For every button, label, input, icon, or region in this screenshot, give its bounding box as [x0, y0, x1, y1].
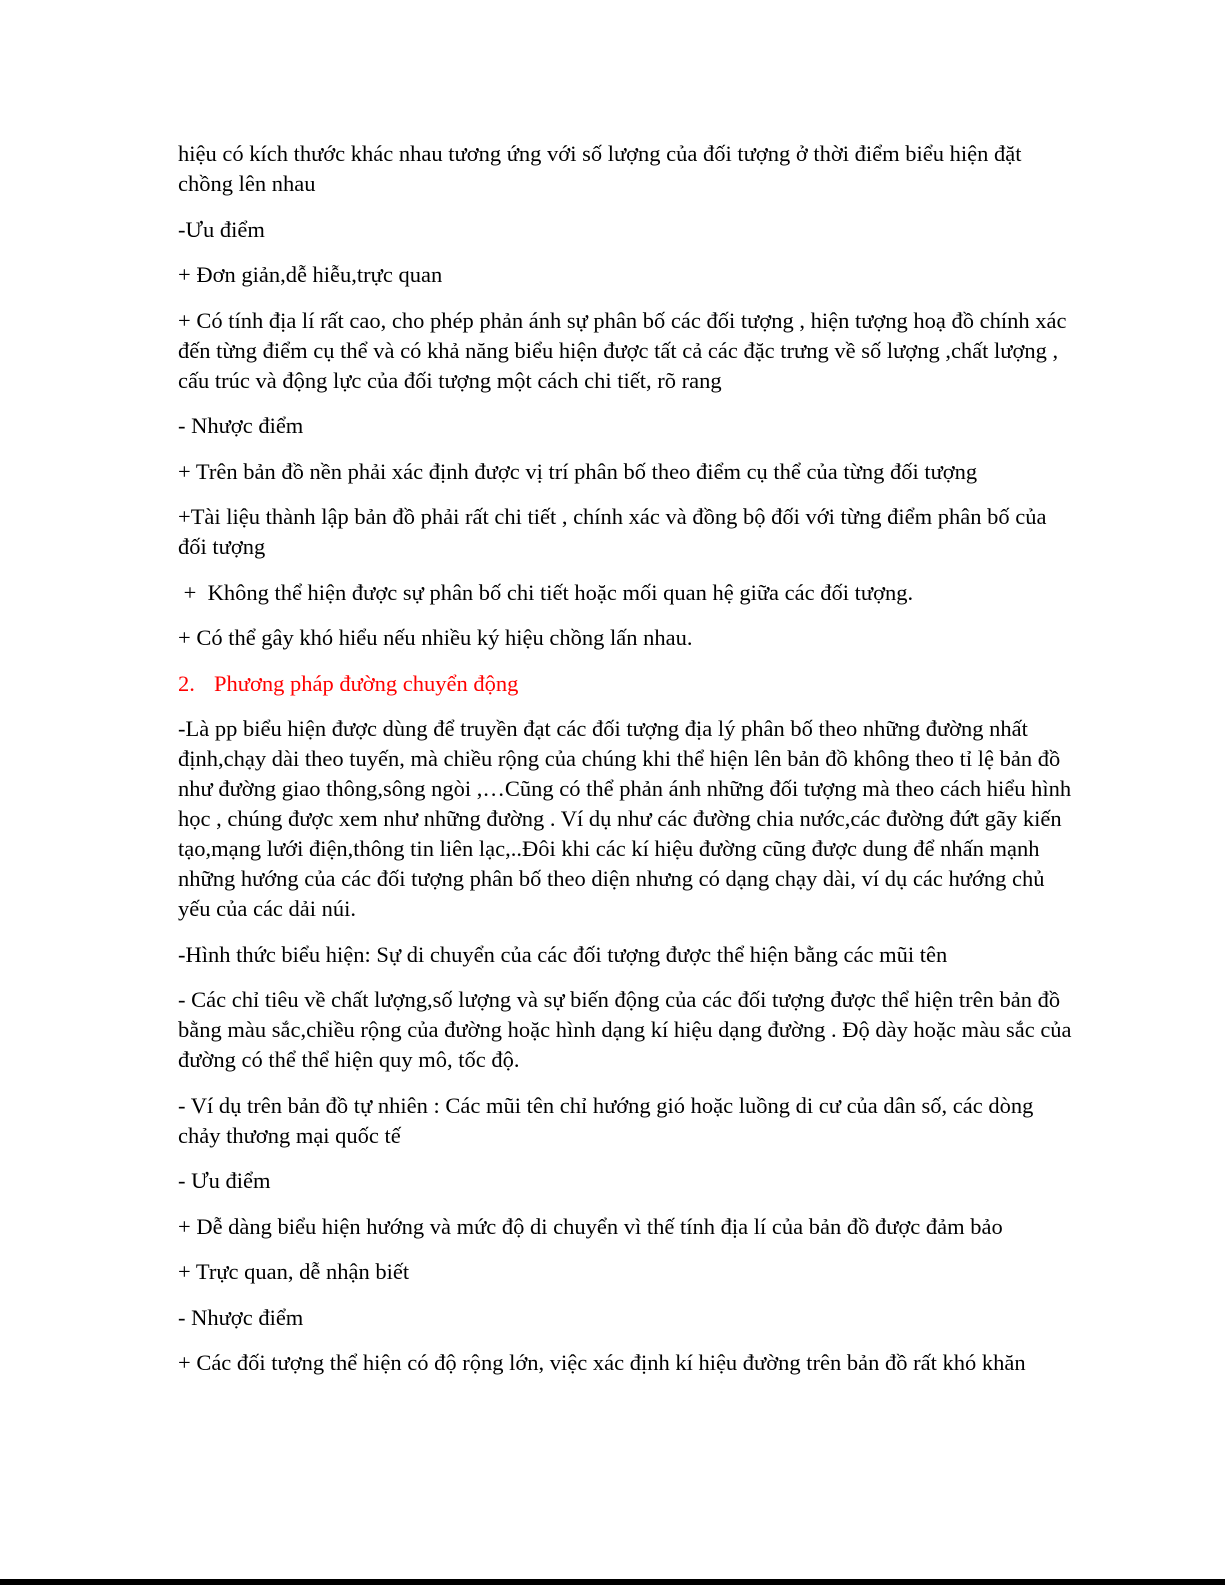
paragraph-disadvantage-base-map: + Trên bản đồ nền phải xác định được vị trí phân bố theo điểm cụ thể của từng đối tượng — [178, 458, 978, 484]
paragraph-advantage-visual: + Trực quan, dễ nhận biết — [178, 1259, 410, 1284]
paragraph-disadvantages-label: - Nhược điểm — [178, 413, 304, 438]
paragraph-disadvantage-width: + Các đối tượng thể hiện có độ rộng lớn, việc xác định kí hiệu đường trên bản đồ rất khó khăn — [178, 1350, 1026, 1375]
section-heading — [178, 669, 1078, 699]
paragraph-representation-form: -Hình thức biểu hiện: Sự di chuyển của các đối tượng được thể hiện bằng các mũi tên — [178, 941, 948, 967]
section-title: Phương pháp đường chuyển động — [214, 670, 519, 696]
paragraph-advantages-label: -Ưu điểm — [178, 216, 265, 242]
paragraph-disadvantage-overlap: + Có thể gây khó hiểu nếu nhiều ký hiệu chồng lấn nhau. — [178, 625, 693, 650]
paragraph-advantage-simple: + Đơn giản,dễ hiễu,trực quan — [178, 262, 443, 287]
section-number: 2. — [178, 670, 195, 696]
page-bottom-border — [0, 1579, 1225, 1585]
paragraph-disadvantages-label-2: - Nhược điểm — [178, 1304, 304, 1330]
document-body — [178, 139, 1078, 1394]
paragraph-disadvantage-source-data: +Tài liệu thành lập bản đồ phải rất chi tiết , chính xác và đồng bộ đối với từng điểm phân bố của đối tượng — [178, 504, 1053, 559]
paragraph-advantage-geographic: + Có tính địa lí rất cao, cho phép phản ánh sự phân bố các đối tượng , hiện tượng hoạ đồ chính xác đến từng điểm cụ thể và có khả năng biểu hiện được tất cả các đặc trưng về số lượng ,chất lượng , cấu trúc và động lực của đối tượng một cách chi tiết, rõ rang — [178, 307, 1073, 393]
paragraph-indicators: - Các chỉ tiêu về chất lượng,số lượng và sự biến động của các đối tượng được thể hiện trên bản đồ bằng màu sắc,chiều rộng của đường hoặc hình dạng kí hiệu dạng đường . Độ dày hoặc màu sắc của đường có thể thể hiện quy mô, tốc độ. — [178, 987, 1078, 1072]
paragraph-symbol-size-description: hiệu có kích thước khác nhau tương ứng với số lượng của đối tượng ở thời điểm biểu hiện đặt chồng lên nhau — [178, 141, 1028, 196]
paragraph-advantages-label-2: - Ưu điểm — [178, 1168, 271, 1193]
paragraph-disadvantage-relationships: + Không thể hiện được sự phân bố chi tiết hoặc mối quan hệ giữa các đối tượng. — [178, 579, 914, 605]
paragraph-advantage-direction: + Dễ dàng biểu hiện hướng và mức độ di chuyển vì thế tính địa lí của bản đồ được đảm bảo — [178, 1213, 1003, 1239]
paragraph-example: - Ví dụ trên bản đồ tự nhiên : Các mũi tên chỉ hướng gió hoặc luồng di cư của dân số, các dòng chảy thương mại quốc tế — [178, 1092, 1039, 1148]
paragraph-method-definition: -Là pp biểu hiện được dùng để truyền đạt các đối tượng địa lý phân bố theo những đường nhất định,chạy dài theo tuyến, mà chiều rộng của chúng khi thể hiện lên bản đồ không theo tỉ lệ bản đồ như đường giao thông,sông ngòi ,…Cũng có thể phản ánh những đối tượng mà theo cách hiểu hình học , chúng được xem như những đường . Ví dụ như các đường chia nước,các đường đứt gãy kiến tạo,mạng lưới điện,thông tin liên lạc,..Đôi khi các kí hiệu đường cũng được dung để nhấn mạnh những hướng của các đối tượng phân bố theo diện nhưng có dạng chạy dài, ví dụ các hướng chủ yếu của các dải núi. — [178, 716, 1077, 921]
